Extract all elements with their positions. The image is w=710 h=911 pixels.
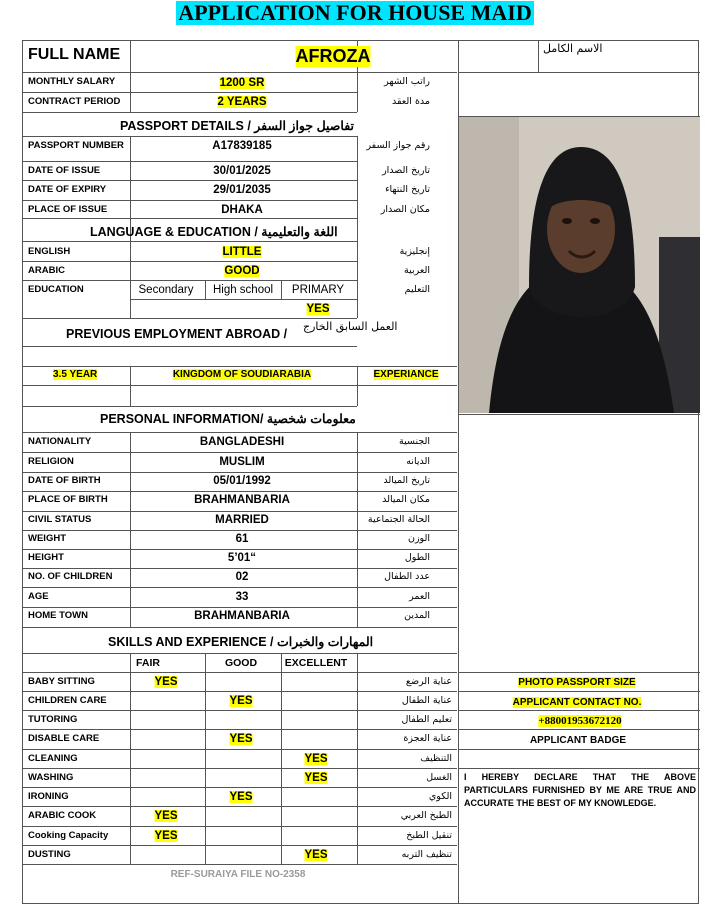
personal-label-ar: العمر (409, 591, 430, 602)
skill-label-ar: عناية الرضع (405, 676, 452, 687)
skill-label-ar: الطبخ العربي (400, 810, 452, 821)
personal-label-ar: الطول (404, 552, 430, 563)
grid-line-h (22, 280, 357, 281)
personal-label-ar: الجنسية (399, 436, 430, 447)
employment-heading-ar: العمل السابق الخارج (303, 320, 398, 333)
employment-heading: PREVIOUS EMPLOYMENT ABROAD / (66, 327, 288, 341)
skill-mark-excellent: YES (304, 849, 328, 861)
education-option-primary: PRIMARY (291, 284, 345, 296)
photo-passport-size: PHOTO PASSPORT SIZE (518, 677, 636, 688)
arabic-label-ar: العربية (404, 265, 430, 276)
passport-heading: PASSPORT DETAILS / تفاصيل جواز السفر (120, 119, 355, 133)
skill-label-ar: الغسل (426, 772, 452, 783)
skill-mark-fair: YES (154, 830, 178, 842)
employment-country: KINGDOM OF SOUDIARABIA (172, 369, 312, 380)
skill-label: CLEANING (28, 753, 78, 764)
place-of-issue-value: DHAKA (221, 204, 263, 216)
grid-line-v (357, 136, 358, 318)
date-of-expiry-label: DATE OF EXPIRY (28, 184, 107, 195)
skill-mark-good: YES (229, 695, 253, 707)
skill-label-ar: عناية العجزة (403, 733, 452, 744)
education-option-secondary: Secondary (138, 284, 194, 296)
personal-value: BANGLADESHI (199, 436, 285, 448)
grid-line-h (22, 587, 457, 588)
grid-line-h (458, 414, 700, 415)
grid-line-h (22, 136, 357, 137)
personal-label: PLACE OF BIRTH (28, 494, 108, 505)
skill-mark-excellent: YES (304, 772, 328, 784)
personal-value: 33 (235, 591, 249, 603)
footer-reference: REF-SURAIYA FILE NO-2358 (170, 869, 306, 880)
skill-label-ar: الكوي (428, 791, 452, 802)
monthly-salary-value: 1200 SR (219, 77, 265, 89)
english-value: LITTLE (222, 246, 262, 258)
grid-line-h (22, 864, 457, 865)
skill-label: CHILDREN CARE (28, 695, 107, 706)
education-label: EDUCATION (28, 284, 84, 295)
contract-period-value: 2 YEARS (217, 96, 267, 108)
grid-line-v (130, 653, 131, 864)
grid-line-h (22, 112, 357, 113)
personal-label: AGE (28, 591, 49, 602)
applicant-photo (459, 117, 700, 413)
grid-line-h (22, 710, 457, 711)
skill-mark-good: YES (229, 791, 253, 803)
english-label: ENGLISH (28, 246, 71, 257)
grid-line-h (22, 653, 457, 654)
grid-line-h (130, 299, 357, 300)
arabic-label: ARABIC (28, 265, 65, 276)
education-option-high-school: High school (212, 284, 274, 296)
grid-line-h (458, 729, 700, 730)
grid-line-h (458, 749, 700, 750)
monthly-salary-label-ar: راتب الشهر (384, 76, 430, 87)
personal-label-ar: الحالة الجتماعية (367, 514, 430, 525)
personal-label: WEIGHT (28, 533, 66, 544)
personal-value: 05/01/1992 (213, 475, 271, 487)
date-of-issue-label-ar: تاريخ الصدار (382, 165, 430, 176)
personal-label: RELIGION (28, 456, 74, 467)
place-of-issue-label-ar: مكان الصدار (380, 204, 430, 215)
grid-line-h (22, 432, 457, 433)
personal-value: MARRIED (215, 514, 269, 526)
grid-line-h (22, 627, 457, 628)
skill-mark-excellent: YES (304, 753, 328, 765)
grid-line-v (205, 280, 206, 299)
grid-line-v (130, 432, 131, 627)
grid-line-v (205, 653, 206, 864)
grid-line-h (22, 845, 457, 846)
grid-line-h (22, 318, 357, 319)
grid-line-v (130, 40, 131, 112)
skill-label: BABY SITTING (28, 676, 95, 687)
full-name-value: AFROZA (295, 46, 371, 66)
grid-line-h (22, 749, 457, 750)
grid-line-h (22, 607, 457, 608)
grid-line-h (22, 491, 457, 492)
grid-line-h (22, 406, 357, 407)
passport-number-label: PASSPORT NUMBER (28, 140, 124, 151)
grid-line-v (130, 366, 131, 406)
grid-line-v (538, 40, 539, 72)
grid-line-h (22, 787, 457, 788)
grid-line-h (22, 568, 457, 569)
grid-line-h (22, 385, 457, 386)
skill-label: DISABLE CARE (28, 733, 100, 744)
grid-line-h (22, 452, 457, 453)
applicant-photo-illustration (459, 117, 700, 413)
grid-line-v (357, 366, 358, 406)
personal-label: NATIONALITY (28, 436, 92, 447)
personal-label: NO. OF CHILDREN (28, 571, 113, 582)
skills-heading: SKILLS AND EXPERIENCE / المهارات والخبرات (108, 635, 374, 649)
date-of-expiry-value: 29/01/2035 (213, 184, 271, 196)
applicant-contact-label: APPLICANT CONTACT NO. (512, 697, 642, 708)
grid-line-h (357, 40, 457, 41)
skill-mark-fair: YES (154, 676, 178, 688)
contract-period-label-ar: مدة العقد (392, 96, 430, 107)
education-mark: YES (306, 303, 330, 315)
grid-line-h (22, 806, 457, 807)
grid-line-h (22, 826, 457, 827)
personal-heading: PERSONAL INFORMATION/ معلومات شخصية (100, 412, 356, 426)
employment-status: EXPERIANCE (373, 369, 439, 380)
passport-number-label-ar: رقم جواز السفر (366, 140, 430, 151)
declaration-text: I HEREBY DECLARE THAT THE ABOVE PARTICULARS FURNISHED BY ME ARE TRUE AND ACCURATE THE BEST OF MY KNOWLEDGE. (464, 772, 696, 808)
grid-line-h (22, 241, 357, 242)
skills-col-fair: FAIR (136, 657, 160, 669)
english-label-ar: إنجليزية (399, 246, 430, 257)
full-name-label: FULL NAME (28, 46, 121, 63)
personal-label-ar: المدين (404, 610, 430, 621)
personal-label: DATE OF BIRTH (28, 475, 101, 486)
grid-line-v (357, 653, 358, 864)
grid-line-v (281, 280, 282, 299)
arabic-value: GOOD (224, 265, 260, 277)
personal-value: BRAHMANBARIA (194, 494, 290, 506)
personal-value: MUSLIM (219, 456, 265, 468)
grid-line-h (22, 691, 457, 692)
date-of-issue-label: DATE OF ISSUE (28, 165, 101, 176)
skill-label: Cooking Capacity (28, 830, 109, 841)
personal-value: BRAHMANBARIA (194, 610, 290, 622)
personal-label-ar: تاريخ الميالد (383, 475, 430, 486)
passport-number-value: A17839185 (212, 140, 272, 152)
grid-line-h (458, 72, 700, 73)
applicant-contact-value: +88001953672120 (538, 715, 622, 727)
grid-line-v (357, 432, 358, 627)
personal-label-ar: عدد الطفال (384, 571, 430, 582)
grid-line-h (22, 672, 457, 673)
grid-line-h (22, 366, 457, 367)
personal-label: HOME TOWN (28, 610, 88, 621)
place-of-issue-label: PLACE OF ISSUE (28, 204, 108, 215)
skill-label-ar: تعليم الطفال (401, 714, 452, 725)
skills-col-good: GOOD (224, 657, 258, 669)
language-heading: LANGUAGE & EDUCATION / اللغة والتعليمية (90, 225, 338, 239)
skill-label: DUSTING (28, 849, 71, 860)
skill-label: IRONING (28, 791, 69, 802)
education-label-ar: التعليم (404, 284, 430, 295)
grid-line-h (22, 200, 357, 201)
monthly-salary-label: MONTHLY SALARY (28, 76, 116, 87)
skill-label-ar: عناية الطفال (401, 695, 452, 706)
skill-label: ARABIC COOK (28, 810, 97, 821)
skill-label: TUTORING (28, 714, 78, 725)
applicant-badge: APPLICANT BADGE (529, 735, 627, 746)
grid-line-h (458, 672, 700, 673)
grid-line-h (22, 218, 357, 219)
grid-line-h (458, 768, 700, 769)
grid-line-h (22, 472, 457, 473)
grid-line-h (22, 511, 457, 512)
skill-mark-fair: YES (154, 810, 178, 822)
skill-label-ar: تنظيف التربه (401, 849, 452, 860)
grid-line-h (22, 261, 357, 262)
skill-label-ar: تنقيل الطبخ (406, 830, 452, 841)
skills-col-excellent: EXCELLENT (284, 657, 348, 669)
personal-label-ar: الوزن (407, 533, 430, 544)
grid-line-h (22, 346, 357, 347)
personal-value: 61 (235, 533, 249, 545)
personal-label: HEIGHT (28, 552, 64, 563)
grid-line-h (22, 180, 357, 181)
contract-period-label: CONTRACT PERIOD (28, 96, 121, 107)
grid-line-h (458, 710, 700, 711)
personal-label: CIVIL STATUS (28, 514, 92, 525)
personal-label-ar: الديانه (406, 456, 430, 467)
skill-label-ar: التنظيف (420, 753, 452, 764)
grid-line-h (22, 161, 357, 162)
personal-value: 02 (235, 571, 249, 583)
grid-line-h (130, 72, 457, 73)
skill-mark-good: YES (229, 733, 253, 745)
full-name-label-ar: الاسم الكامل (543, 42, 603, 55)
date-of-issue-value: 30/01/2025 (213, 165, 271, 177)
skill-label: WASHING (28, 772, 74, 783)
date-of-expiry-label-ar: تاريخ النتهاء (385, 184, 430, 195)
grid-line-h (22, 549, 457, 550)
personal-label-ar: مكان الميالد (382, 494, 430, 505)
employment-duration: 3.5 YEAR (53, 369, 98, 380)
grid-line-h (22, 729, 457, 730)
personal-value: 5’01“ (227, 552, 257, 564)
grid-line-h (458, 691, 700, 692)
grid-line-h (22, 768, 457, 769)
grid-line-h (22, 530, 457, 531)
grid-line-v (281, 653, 282, 864)
title-bar (0, 0, 710, 30)
grid-line-h (22, 92, 357, 93)
page-title: APPLICATION FOR HOUSE MAID (178, 0, 532, 25)
